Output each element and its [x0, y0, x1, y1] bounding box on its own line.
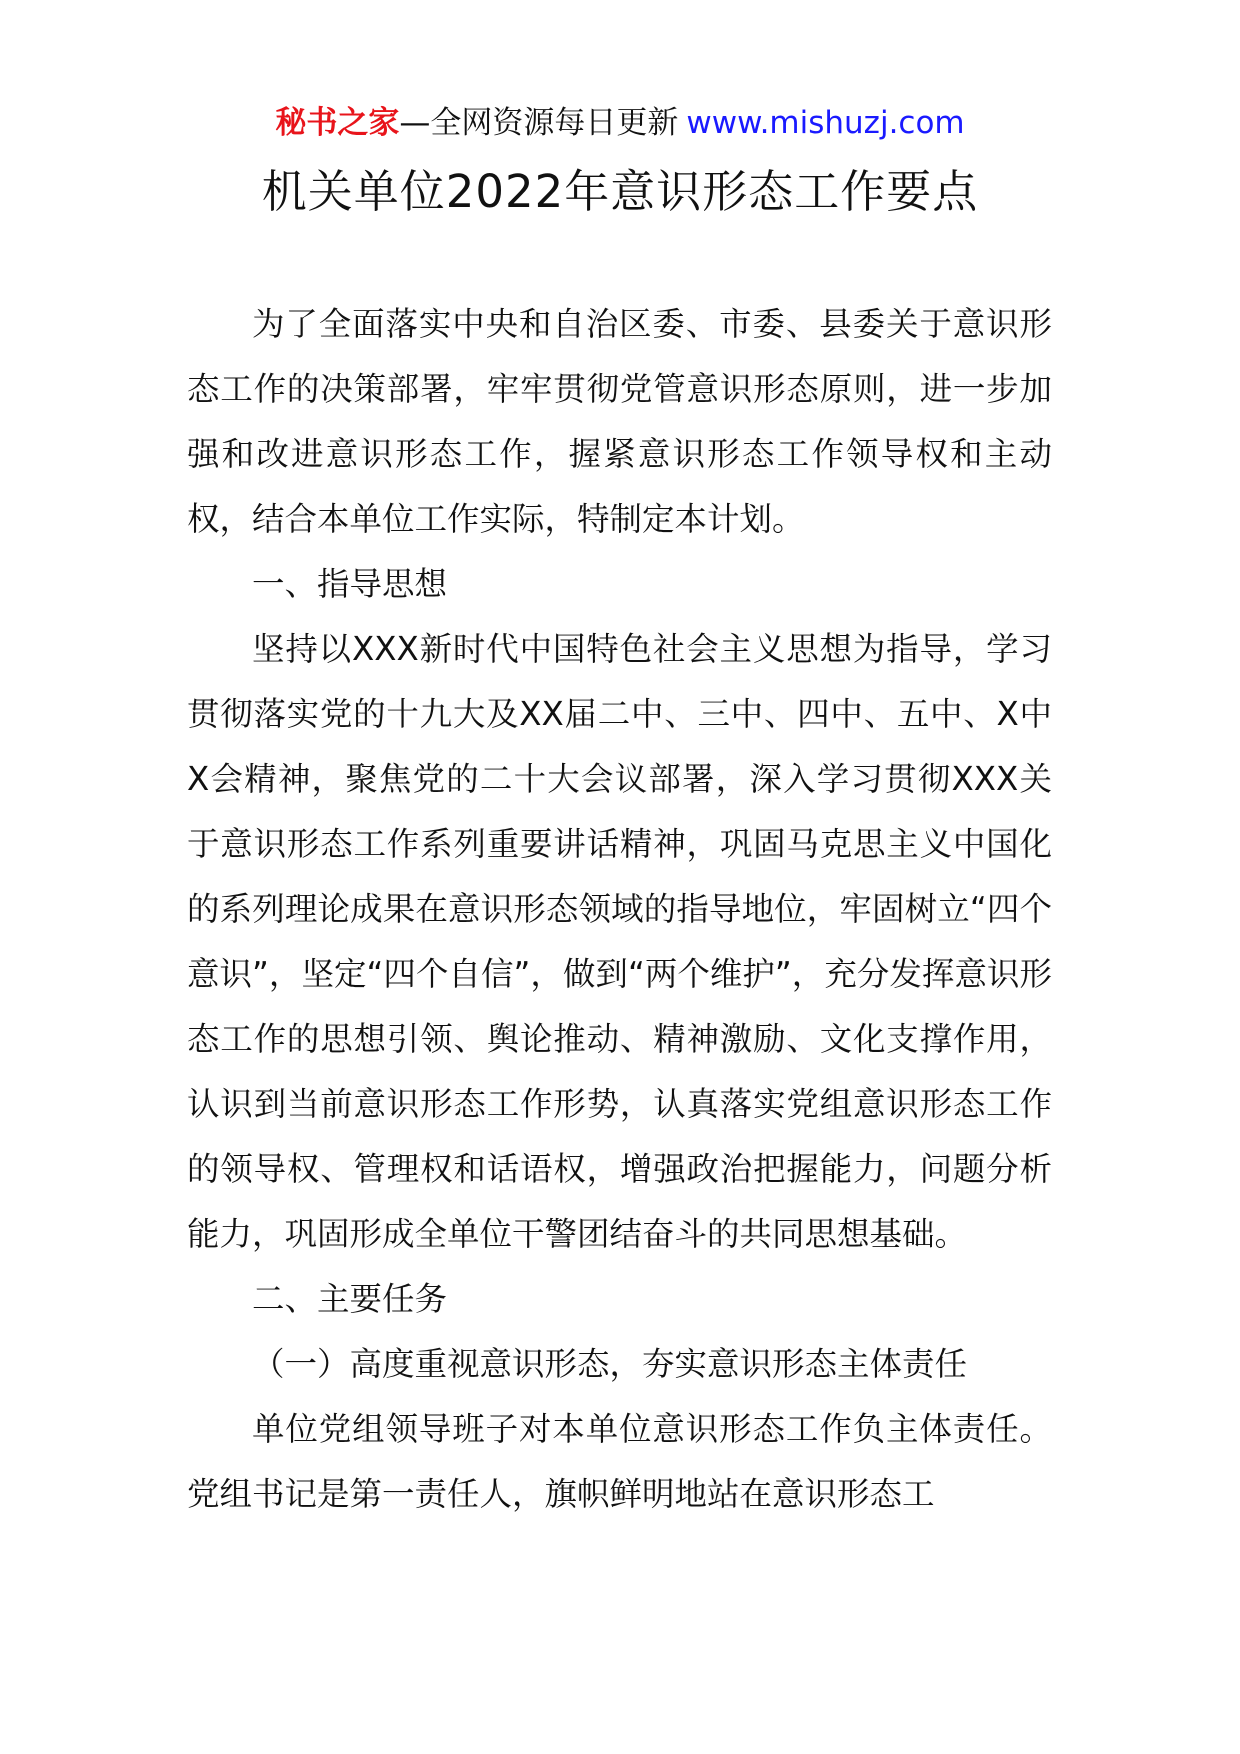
site-header — [0, 103, 1240, 143]
section-heading-guiding-ideology: 一、指导思想 — [252, 565, 448, 603]
document-title: 机关单位2022年意识形态工作要点 — [261, 165, 979, 218]
site-brand: 秘书之家 — [275, 105, 400, 141]
subsection-heading-1: （一）高度重视意识形态，夯实意识形态主体责任 — [252, 1345, 968, 1383]
main-task-paragraph: 单位党组领导班子对本单位意识形态工作负主体责任。党组书记是第一责任人，旗帜鲜明地站在意识形态工 — [187, 1410, 1052, 1513]
site-url-link[interactable]: www.mishuzj.com — [686, 105, 965, 141]
intro-paragraph: 为了全面落实中央和自治区委、市委、县委关于意识形态工作的决策部署，牢牢贯彻党管意识形态原则，进一步加强和改进意识形态工作，握紧意识形态工作领导权和主动权，结合本单位工作实际，特制定本计划。 — [187, 305, 1052, 538]
section-heading-main-tasks: 二、主要任务 — [252, 1280, 448, 1318]
site-slogan: —全网资源每日更新 — [399, 105, 679, 141]
guiding-ideology-paragraph: 坚持以XXX新时代中国特色社会主义思想为指导，学习贯彻落实党的十九大及XX届二中、三中、四中、五中、X中X会精神，聚焦党的二十大会议部署，深入学习贯彻XXX关于意识形态工作系列重要讲话精神，巩固马克思主义中国化的系列理论成果在意识形态领域的指导地位，牢固树立“四个意识”，坚定“四个自信”，做到“两个维护”，充分发挥意识形态工作的思想引领、舆论推动、精神激励、文化支撑作用，认识到当前意识形态工作形势，认真落实党组意识形态工作的领导权、管理权和话语权，增强政治把握能力，问题分析能力，巩固形成全单位干警团结奋斗的共同思想基础。 — [187, 630, 1052, 1253]
document-body — [187, 292, 1052, 1527]
